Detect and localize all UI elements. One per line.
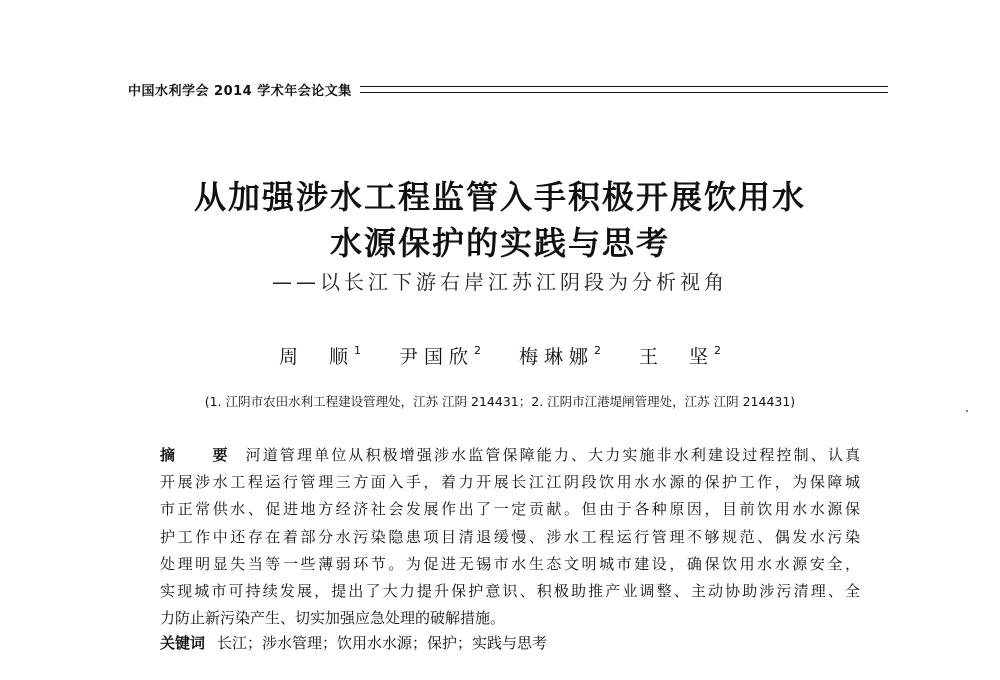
running-header (128, 76, 888, 102)
subtitle: ——以长江下游右岸江苏江阴段为分析视角 (272, 270, 728, 294)
keywords-label: 关键词 (160, 634, 206, 652)
author-affiliation-mark: 2 (474, 343, 481, 357)
author (639, 342, 721, 369)
author (519, 342, 601, 369)
author-list (0, 342, 1000, 369)
keywords-text: 长江；涉水管理；饮用水水源；保护；实践与思考 (217, 634, 548, 652)
abstract-line: 力防止新污染产生、切实加强应急处理的破解措施。 (160, 609, 506, 628)
title-line-2: 水源保护的实践与思考 (329, 224, 670, 262)
abstract-text: 河道管理单位从积极增强涉水监管保障能力、大力实施非水利建设过程控制、认真 (245, 446, 860, 464)
abstract-line: 实现城市可持续发展，提出了大力提升保护意识、积极助推产业调整、主动协助涉污清理、全 (160, 581, 860, 600)
abstract-line: 处理明显失当等一些薄弱环节。为促进无锡市水生态文明城市建设，确保饮用水水源安全， (160, 554, 860, 573)
journal-name: 中国水利学会 2014 学术年会论文集 (128, 83, 352, 99)
author (279, 342, 361, 369)
scan-speck (966, 410, 968, 412)
abstract-label: 摘 要 (160, 446, 244, 464)
abstract-line (160, 442, 860, 469)
affiliations: (1. 江阴市农田水利工程建设管理处，江苏 江阴 214431；2. 江阴市江港堤闸管理处，江苏 江阴 214431) (204, 394, 796, 409)
title-line-1: 从加强涉水工程监管入手积极开展饮用水 (193, 178, 806, 216)
author-name: 周 顺 (278, 346, 354, 368)
abstract-line: 护工作中还存在着部分水污染隐患项目清退缓慢、涉水工程运行管理不够规范、偶发水污染 (160, 527, 860, 546)
author-affiliation-mark: 1 (353, 343, 361, 357)
abstract-line: 市正常供水、促进地方经济社会发展作出了一定贡献。但由于各种原因，目前饮用水水源保 (160, 500, 860, 519)
author-name: 尹国欣 (398, 346, 474, 368)
author-name: 王 坚 (639, 346, 715, 368)
header-rule (360, 86, 888, 93)
author-affiliation-mark: 2 (714, 343, 722, 357)
author (399, 342, 481, 369)
author-affiliation-mark: 2 (594, 343, 602, 357)
keywords (160, 632, 860, 653)
abstract (160, 442, 860, 632)
abstract-line: 开展涉水工程运行管理三方面入手，着力开展长江江阴段饮用水水源的保护工作，为保障城 (160, 473, 860, 492)
author-name: 梅琳娜 (519, 346, 595, 368)
